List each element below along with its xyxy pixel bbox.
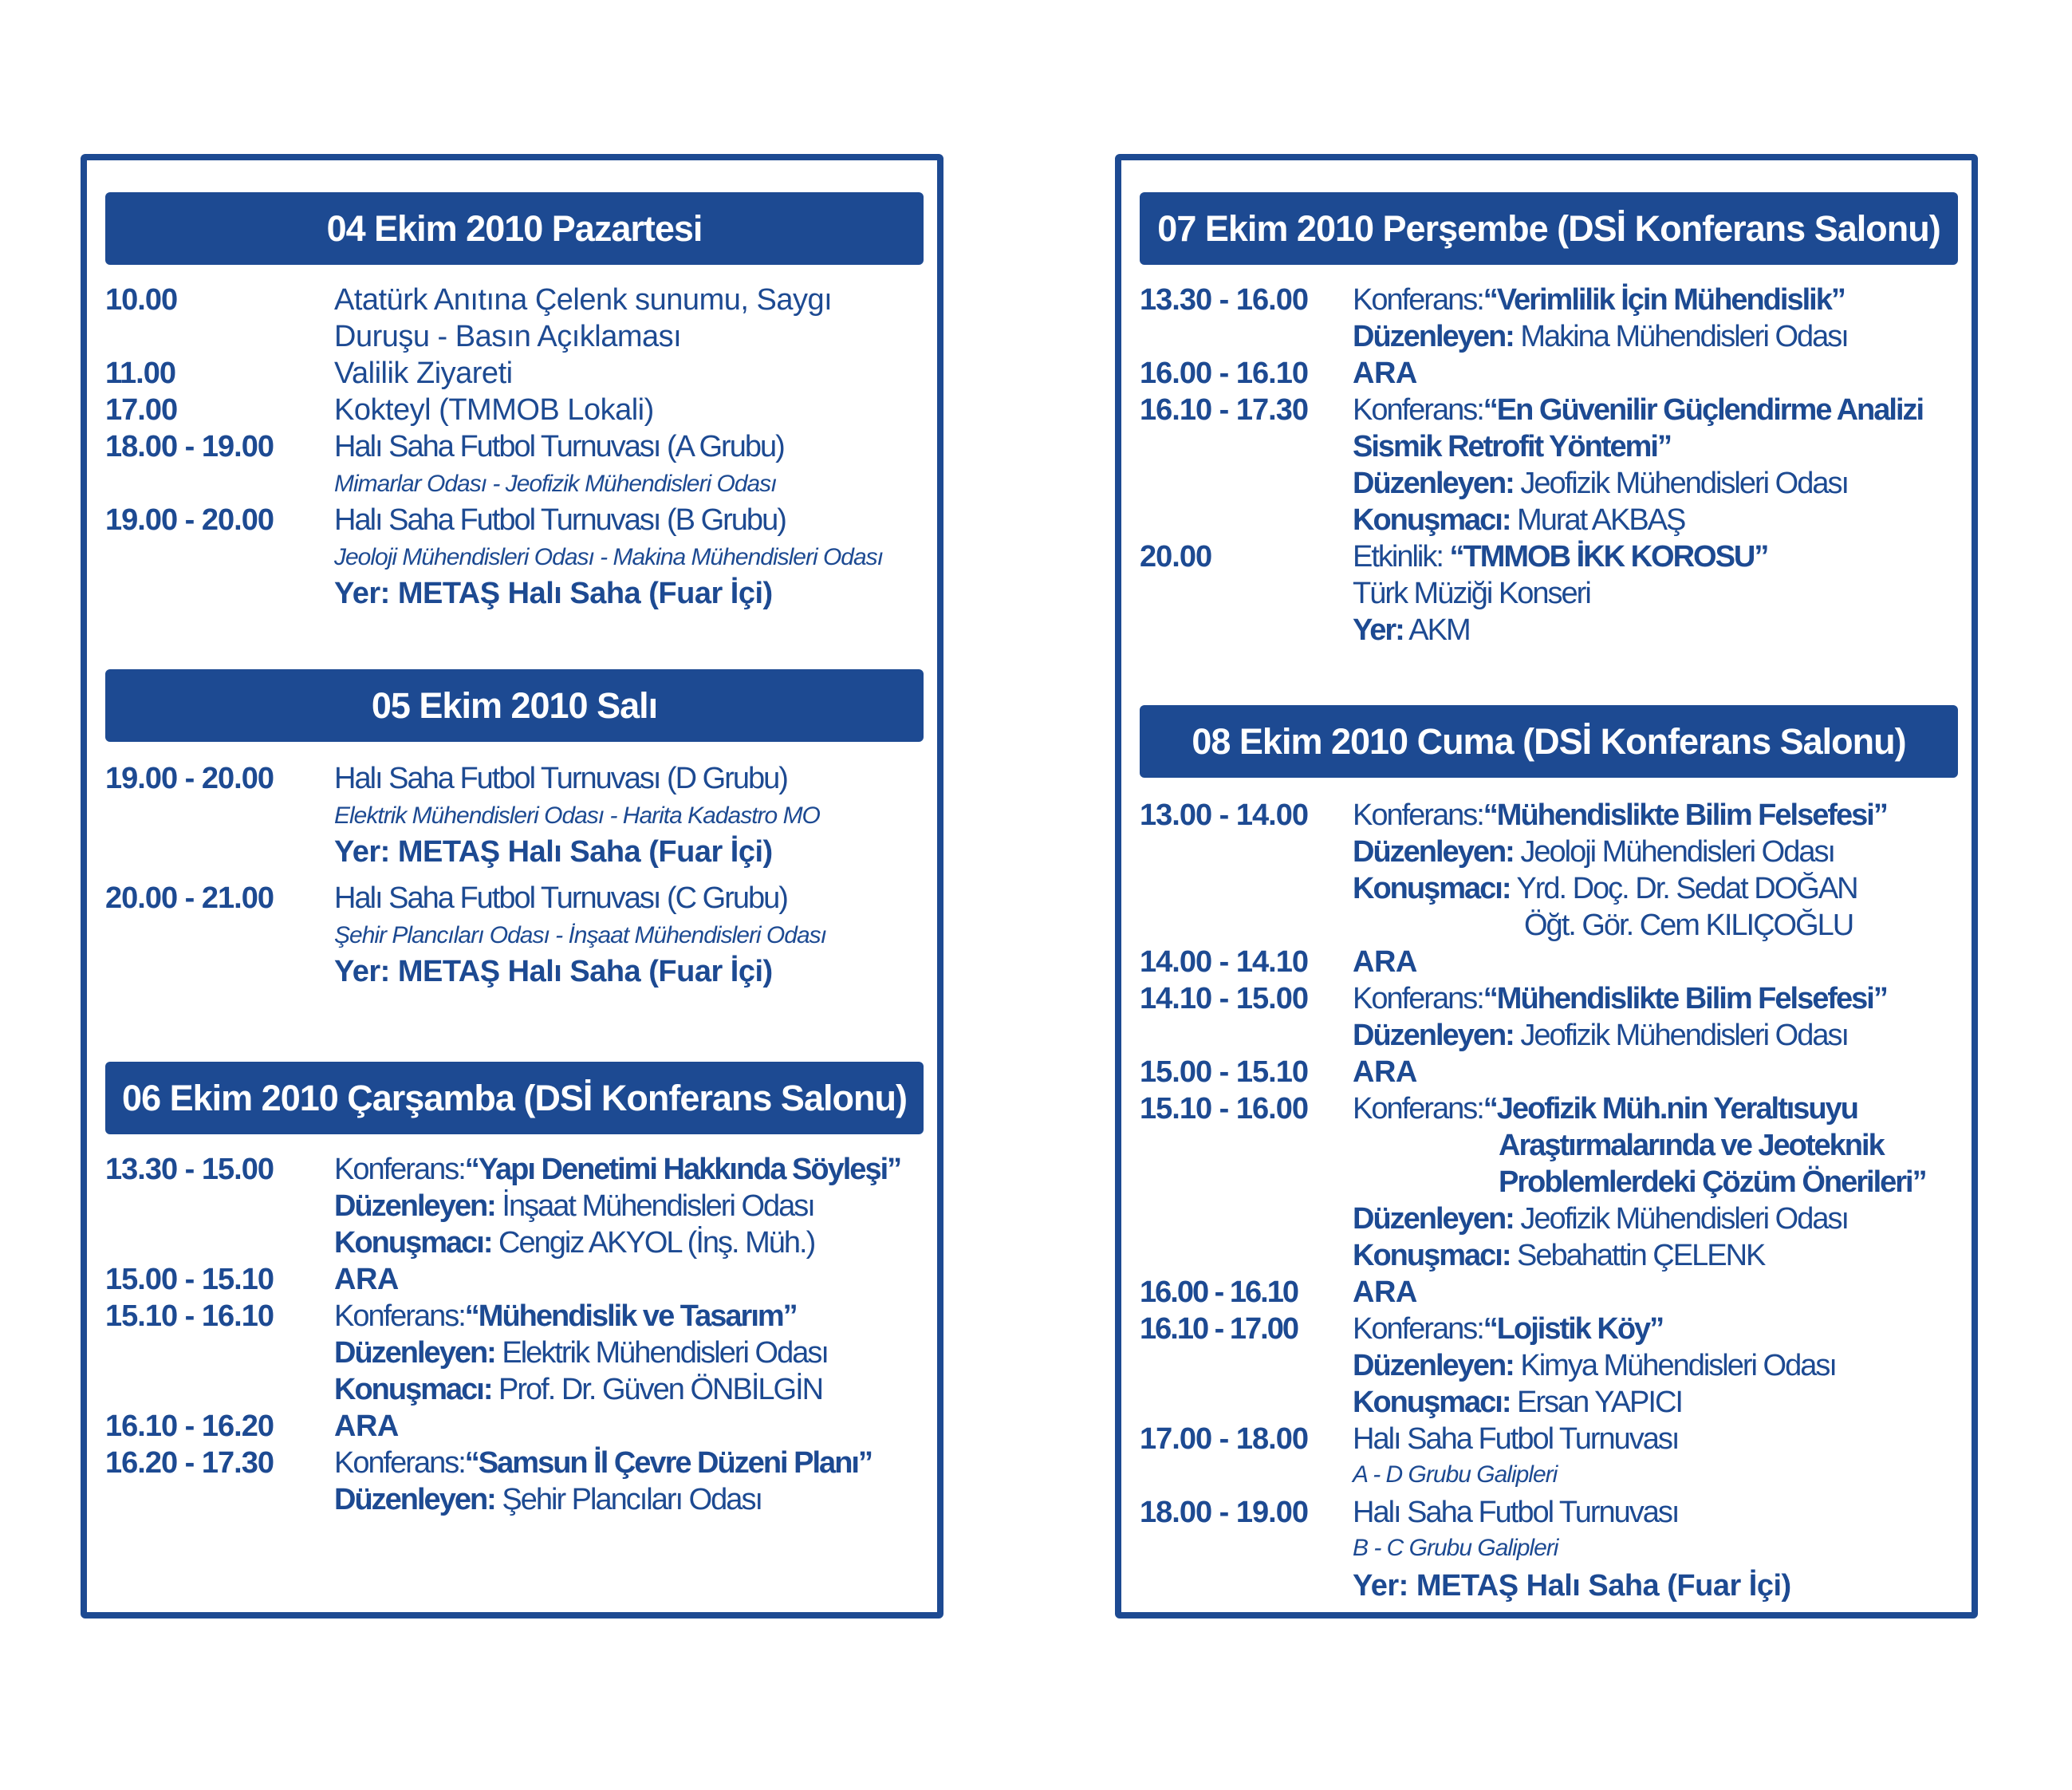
conference-topic: “Jeofizik Müh.nin Yeraltısuyu — [1483, 1092, 1857, 1126]
break-label: ARA — [1353, 945, 1417, 979]
organizer-name: Jeofizik Mühendisleri Odası — [1513, 1202, 1849, 1236]
organizer-label: Düzenleyen: — [334, 1483, 495, 1516]
event-desc: Halı Saha Futbol Turnuvası (D Grubu) — [334, 762, 787, 795]
conference-label: Konferans: — [1353, 393, 1483, 427]
event-teams: Şehir Plancıları Odası - İnşaat Mühendisleri Odası — [334, 922, 826, 948]
event-venue: Yer: METAŞ Halı Saha (Fuar İçi) — [334, 577, 773, 610]
organizer-label: Düzenleyen: — [1353, 1019, 1514, 1052]
time-cell: 17.00 — [105, 393, 178, 427]
event-desc — [334, 1151, 900, 1188]
conference-topic: “Samsun İl Çevre Düzeni Planı” — [464, 1446, 872, 1480]
event-desc — [1353, 980, 1887, 1017]
time-cell: 19.00 - 20.00 — [105, 762, 274, 795]
event-desc: Halı Saha Futbol Turnuvası (A Grubu) — [334, 430, 784, 463]
event-desc — [1353, 392, 1923, 428]
organizer-label: Düzenleyen: — [1353, 467, 1514, 500]
event-organizer — [334, 1481, 762, 1518]
event-venue — [1353, 612, 1470, 649]
activity-label: Etkinlik: — [1353, 540, 1450, 574]
time-cell: 18.00 - 19.00 — [105, 430, 274, 463]
conference-topic-cont: Sismik Retrofit Yöntemi” — [1353, 430, 1671, 463]
event-desc: Halı Saha Futbol Turnuvası (B Grubu) — [334, 503, 786, 537]
organizer-name: Kimya Mühendisleri Odası — [1513, 1349, 1836, 1382]
speaker-label: Konuşmacı: — [334, 1373, 492, 1406]
speaker-label: Konuşmacı: — [1353, 503, 1511, 537]
event-organizer — [334, 1335, 828, 1371]
event-desc — [1353, 1311, 1663, 1347]
time-cell: 16.00 - 16.10 — [1140, 357, 1308, 390]
event-speaker — [1353, 870, 1857, 907]
time-cell: 16.10 - 16.20 — [105, 1410, 274, 1443]
conference-topic: “Yapı Denetimi Hakkında Söyleşi” — [464, 1153, 901, 1186]
event-desc — [1353, 538, 1767, 575]
event-speaker — [334, 1224, 814, 1261]
conference-label: Konferans: — [1353, 283, 1483, 317]
event-desc — [1353, 282, 1845, 318]
event-organizer — [1353, 465, 1848, 502]
break-label: ARA — [1353, 1275, 1417, 1309]
conference-label: Konferans: — [1353, 1312, 1483, 1346]
organizer-name: İnşaat Mühendisleri Odası — [494, 1189, 814, 1223]
organizer-label: Düzenleyen: — [1353, 835, 1514, 869]
event-desc: Kokteyl (TMMOB Lokali) — [334, 393, 654, 427]
speaker-label: Konuşmacı: — [334, 1226, 492, 1260]
speaker-label: Konuşmacı: — [1353, 1239, 1511, 1272]
conference-topic-cont: Problemlerdeki Çözüm Önerileri” — [1499, 1165, 1926, 1199]
day-title: 08 Ekim 2010 Cuma (DSİ Konferans Salonu) — [1192, 720, 1906, 762]
speaker-label: Konuşmacı: — [1353, 1386, 1511, 1419]
time-cell: 16.10 - 17.30 — [1140, 393, 1308, 427]
time-cell: 13.30 - 15.00 — [105, 1153, 274, 1186]
organizer-label: Düzenleyen: — [334, 1189, 495, 1223]
venue-name: AKM — [1403, 613, 1470, 647]
event-teams: Elektrik Mühendisleri Odası - Harita Kadastro MO — [334, 802, 820, 829]
event-venue: Yer: METAŞ Halı Saha (Fuar İçi) — [334, 835, 773, 869]
organizer-name: Elektrik Mühendisleri Odası — [494, 1336, 828, 1370]
event-desc-cont: Türk Müziği Konseri — [1353, 577, 1590, 610]
day-header-06-ekim — [105, 1062, 924, 1134]
event-desc: Halı Saha Futbol Turnuvası (C Grubu) — [334, 881, 787, 915]
break-label: ARA — [334, 1410, 399, 1443]
organizer-label: Düzenleyen: — [1353, 1202, 1514, 1236]
event-speaker — [1353, 1384, 1682, 1421]
time-cell: 20.00 — [1140, 540, 1212, 574]
time-cell: 15.00 - 15.10 — [105, 1263, 274, 1296]
conference-label: Konferans: — [334, 1299, 465, 1333]
organizer-name: Jeoloji Mühendisleri Odası — [1513, 835, 1835, 869]
event-teams: B - C Grubu Galipleri — [1353, 1535, 1558, 1561]
event-organizer — [1353, 1017, 1848, 1054]
time-cell: 10.00 — [105, 283, 178, 317]
time-cell: 15.10 - 16.00 — [1140, 1092, 1308, 1126]
break-label: ARA — [1353, 1055, 1417, 1089]
event-desc: Halı Saha Futbol Turnuvası — [1353, 1496, 1679, 1529]
day-title: 05 Ekim 2010 Salı — [371, 684, 658, 726]
conference-topic: “Lojistik Köy” — [1483, 1312, 1664, 1346]
organizer-label: Düzenleyen: — [1353, 1349, 1514, 1382]
time-cell: 15.10 - 16.10 — [105, 1299, 274, 1333]
break-label: ARA — [334, 1263, 399, 1296]
conference-label: Konferans: — [1353, 798, 1483, 832]
conference-label: Konferans: — [334, 1153, 465, 1186]
event-desc — [1353, 797, 1887, 834]
time-cell: 15.00 - 15.10 — [1140, 1055, 1308, 1089]
conference-topic: “En Güvenilir Güçlendirme Analizi — [1483, 393, 1924, 427]
speaker-label: Konuşmacı: — [1353, 872, 1511, 905]
activity-topic: “TMMOB İKK KOROSU” — [1449, 540, 1768, 574]
day-title: 04 Ekim 2010 Pazartesi — [326, 207, 703, 249]
time-cell: 16.00 - 16.10 — [1140, 1275, 1298, 1309]
organizer-label: Düzenleyen: — [334, 1336, 495, 1370]
conference-topic: “Verimlilik İçin Mühendislik” — [1483, 283, 1845, 317]
event-organizer — [1353, 1347, 1836, 1384]
day-header-07-ekim — [1140, 192, 1958, 265]
event-desc: Atatürk Anıtına Çelenk sunumu, Saygı — [334, 283, 833, 317]
organizer-name: Şehir Plancıları Odası — [494, 1483, 762, 1516]
time-cell: 20.00 - 21.00 — [105, 881, 274, 915]
speaker-name: Sebahattin ÇELENK — [1510, 1239, 1765, 1272]
time-cell: 14.00 - 14.10 — [1140, 945, 1308, 979]
event-venue: Yer: METAŞ Halı Saha (Fuar İçi) — [334, 955, 773, 988]
event-teams: Jeoloji Mühendisleri Odası - Makina Mühendisleri Odası — [334, 544, 884, 570]
event-desc — [334, 1298, 797, 1335]
conference-topic: “Mühendislik ve Tasarım” — [464, 1299, 797, 1333]
event-speaker — [1353, 502, 1684, 538]
time-cell: 13.30 - 16.00 — [1140, 283, 1308, 317]
day-header-04-ekim — [105, 192, 924, 265]
day-header-05-ekim — [105, 669, 924, 742]
event-organizer — [1353, 1201, 1848, 1237]
event-speaker — [1353, 1237, 1764, 1274]
day-header-08-ekim — [1140, 705, 1958, 778]
event-desc: Valilik Ziyareti — [334, 357, 513, 390]
time-cell: 16.20 - 17.30 — [105, 1446, 274, 1480]
event-organizer — [334, 1188, 814, 1224]
conference-label: Konferans: — [1353, 1092, 1483, 1126]
time-cell: 14.10 - 15.00 — [1140, 982, 1308, 1015]
day-title: 06 Ekim 2010 Çarşamba (DSİ Konferans Salonu) — [122, 1077, 907, 1118]
event-desc — [334, 1445, 872, 1481]
time-cell: 18.00 - 19.00 — [1140, 1496, 1308, 1529]
organizer-name: Jeofizik Mühendisleri Odası — [1513, 1019, 1849, 1052]
event-organizer — [1353, 318, 1848, 355]
speaker-name: Prof. Dr. Güven ÖNBİLGİN — [491, 1373, 823, 1406]
event-desc: Duruşu - Basın Açıklaması — [334, 320, 682, 353]
organizer-name: Jeofizik Mühendisleri Odası — [1513, 467, 1849, 500]
speaker-name-2: Öğt. Gör. Cem KILIÇOĞLU — [1524, 909, 1853, 942]
event-venue: Yer: METAŞ Halı Saha (Fuar İçi) — [1353, 1569, 1791, 1603]
day-title: 07 Ekim 2010 Perşembe (DSİ Konferans Salonu) — [1157, 207, 1940, 249]
speaker-name: Yrd. Doç. Dr. Sedat DOĞAN — [1510, 872, 1857, 905]
conference-topic-cont: Araştırmalarında ve Jeoteknik — [1499, 1129, 1884, 1162]
schedule-panel-left — [81, 154, 943, 1618]
conference-label: Konferans: — [334, 1446, 465, 1480]
event-speaker — [334, 1371, 822, 1408]
time-cell: 16.10 - 17.00 — [1140, 1312, 1298, 1346]
time-cell: 13.00 - 14.00 — [1140, 798, 1308, 832]
event-teams: A - D Grubu Galipleri — [1353, 1461, 1558, 1488]
schedule-panel-right — [1115, 154, 1978, 1618]
speaker-name: Murat AKBAŞ — [1510, 503, 1685, 537]
event-desc — [1353, 1090, 1857, 1127]
conference-label: Konferans: — [1353, 982, 1483, 1015]
event-teams: Mimarlar Odası - Jeofizik Mühendisleri Odası — [334, 471, 777, 497]
event-desc: Halı Saha Futbol Turnuvası — [1353, 1422, 1679, 1456]
organizer-label: Düzenleyen: — [1353, 320, 1514, 353]
time-cell: 11.00 — [105, 357, 175, 390]
event-organizer — [1353, 834, 1834, 870]
speaker-name: Ersan YAPICI — [1510, 1386, 1682, 1419]
conference-topic: “Mühendislikte Bilim Felsefesi” — [1483, 982, 1887, 1015]
time-cell: 19.00 - 20.00 — [105, 503, 274, 537]
break-label: ARA — [1353, 357, 1417, 390]
organizer-name: Makina Mühendisleri Odası — [1513, 320, 1848, 353]
speaker-name: Cengiz AKYOL (İnş. Müh.) — [491, 1226, 815, 1260]
venue-label: Yer: — [1353, 613, 1404, 647]
conference-topic: “Mühendislikte Bilim Felsefesi” — [1483, 798, 1887, 832]
time-cell: 17.00 - 18.00 — [1140, 1422, 1308, 1456]
